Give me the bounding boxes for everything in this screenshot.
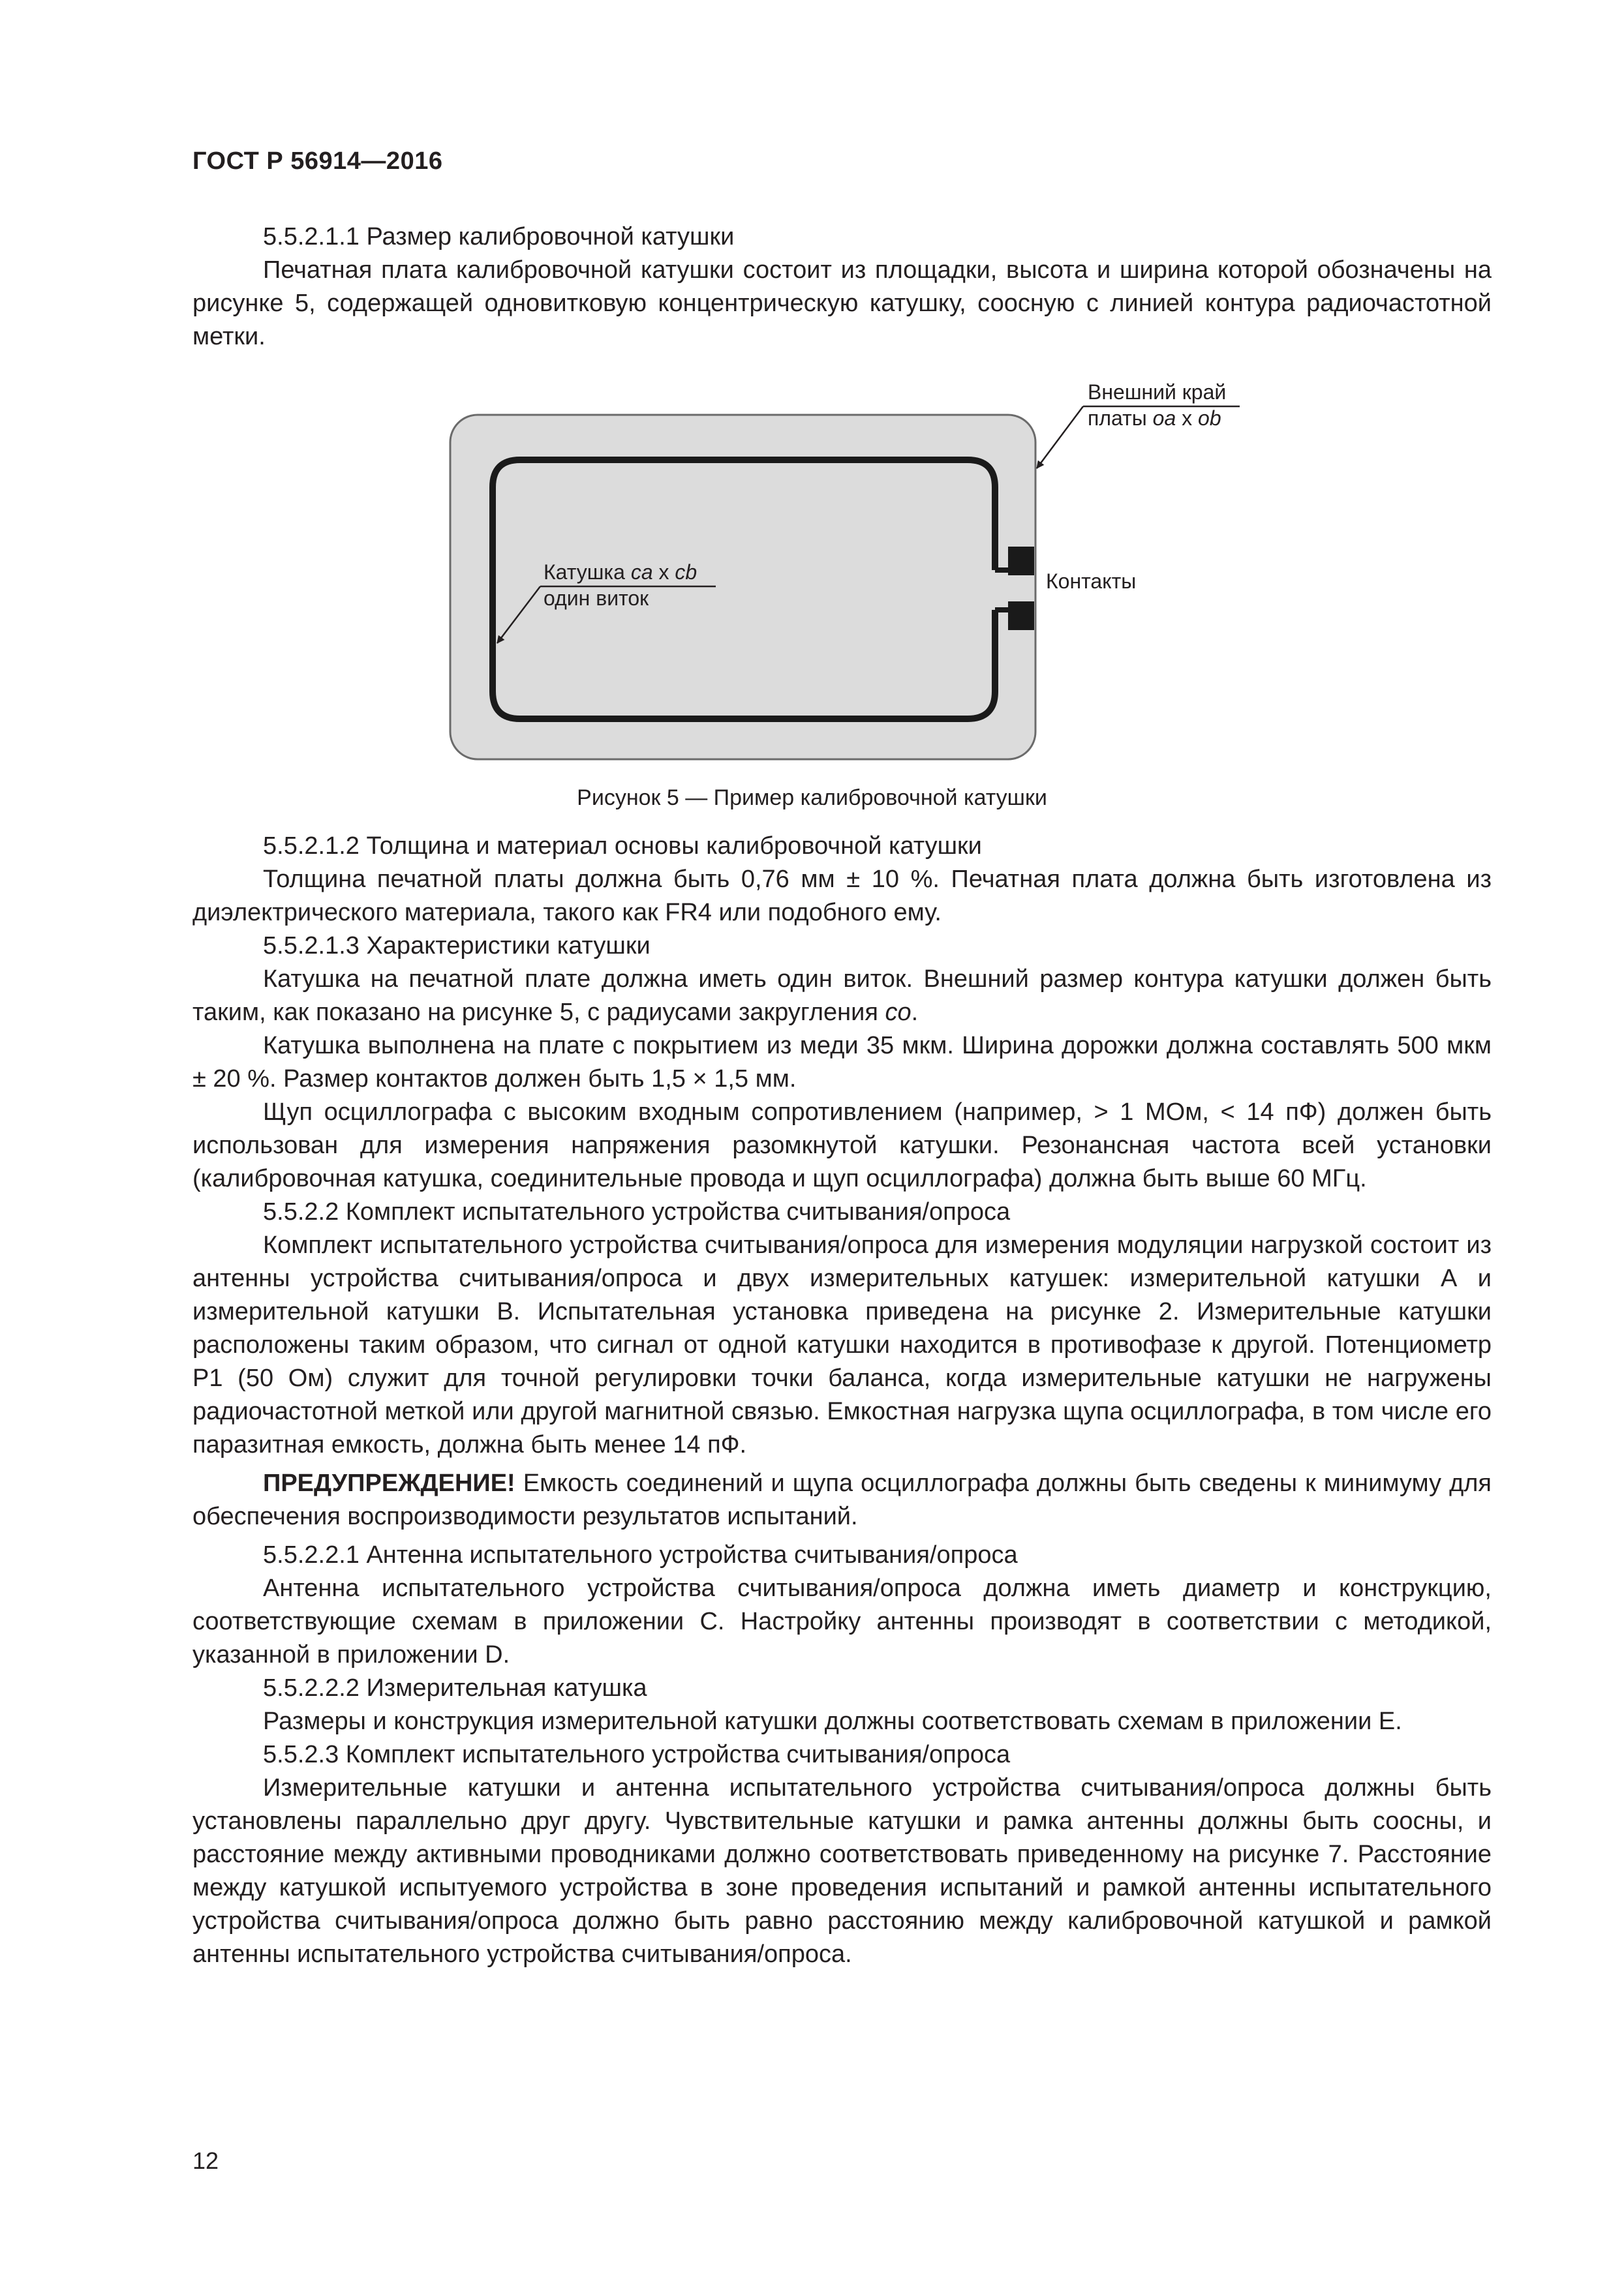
paragraph: Измерительные катушки и антенна испытательного устройства считывания/опроса должны быть установлены параллельно друг другу. Чувствительные катушки и рамка антенны должны быть соосны, и расстояние между активными проводниками должно соответствовать приведенному на рисунке 7. Расстояние между катушкой испытуемого устройства в зоне проведения испытаний и рамкой антенны испытательного устройства считывания/опроса должно быть равно расстоянию между калибровочной катушкой и рамкой антенны испытательного устройства считывания/опроса. — [192, 1774, 1492, 1968]
figure-caption: Рисунок 5 — Пример калибровочной катушки — [577, 785, 1047, 810]
pcb-board — [450, 415, 1035, 759]
section-heading: 5.5.2.3 Комплект испытательного устройства считывания/опроса — [263, 1741, 1011, 1768]
paragraph: Катушка выполнена на плате с покрытием из меди 35 мкм. Ширина дорожки должна составлять 500 мкм ± 20 %. Размер контактов должен быть 1,5 × 1,5 мм. — [192, 1032, 1492, 1093]
paragraph: Катушка на печатной плате должна иметь один виток. Внешний размер контура катушки должен быть таким, как показано на рисунке 5, с радиусами закругления co. — [192, 965, 1492, 1026]
paragraph: Комплект испытательного устройства считывания/опроса для измерения модуляции нагрузкой состоит из антенны устройства считывания/опроса и двух измерительных катушек: измерительной катушки А и измерительной катушки В. Испытательная установка приведена на рисунке 2. Измерительные катушки расположены таким образом, что сигнал от одной катушки находится в противофазе к другой. Потенциометр Р1 (50 Ом) служит для точной регулировки точки баланса, когда измерительные катушки не нагружены радиочастотной меткой или другой магнитной связью. Емкостная нагрузка щупа осциллографа, в том числе его паразитная емкость, должна быть менее 14 пФ. — [192, 1231, 1492, 1458]
contact-pad-bottom — [1008, 601, 1034, 630]
contacts-label: Контакты — [1046, 569, 1137, 593]
outer-edge-label-line2: платы oa x ob — [1088, 406, 1221, 430]
section-heading: 5.5.2.1.3 Характеристики катушки — [263, 932, 651, 959]
outer-edge-label-line1: Внешний край — [1088, 380, 1227, 404]
section-heading: 5.5.2.2.1 Антенна испытательного устройства считывания/опроса — [263, 1541, 1018, 1569]
body-section — [192, 830, 1492, 1971]
section-heading: 5.5.2.2.2 Измерительная катушка — [263, 1674, 647, 1702]
warning-paragraph: ПРЕДУПРЕЖДЕНИЕ! Емкость соединений и щупа осциллографа должны быть сведены к минимуму для обеспечения воспроизводимости результатов испытаний. — [192, 1470, 1492, 1530]
section-heading: 5.5.2.1.2 Толщина и материал основы калибровочной катушки — [263, 832, 982, 860]
coil-label-line2: один виток — [544, 586, 649, 610]
outer-edge-leader — [1037, 406, 1083, 468]
section-heading: 5.5.2.2 Комплект испытательного устройства считывания/опроса — [263, 1198, 1011, 1226]
paragraph: Антенна испытательного устройства считывания/опроса должна иметь диаметр и конструкцию, соответствующие схемам в приложении С. Настройку антенны производят в соответствии с методикой, указанной в приложении D. — [192, 1575, 1492, 1669]
section-heading: 5.5.2.1.1 Размер калибровочной катушки — [263, 223, 735, 250]
document-header: ГОСТ Р 56914—2016 — [192, 147, 443, 175]
page-number: 12 — [192, 2147, 219, 2174]
warning-label: ПРЕДУПРЕЖДЕНИЕ! — [263, 1470, 515, 1497]
paragraph: Печатная плата калибровочной катушки состоит из площадки, высота и ширина которой обозначены на рисунке 5, содержащей одновитковую концентрическую катушку, соосную с линией контура радиочастотной метки. — [192, 256, 1492, 350]
paragraph: Щуп осциллографа с высоким входным сопротивлением (например, > 1 МОм, < 14 пФ) должен быть использован для измерения напряжения разомкнутой катушки. Резонансная частота всей установки (калибровочная катушка, соединительные провода и щуп осциллографа) должна быть выше 60 МГц. — [192, 1098, 1492, 1192]
calibration-coil-figure — [0, 0, 1624, 783]
paragraph: Толщина печатной платы должна быть 0,76 мм ± 10 %. Печатная плата должна быть изготовлена из диэлектрического материала, такого как FR4 или подобного ему. — [192, 866, 1492, 926]
contact-pad-top — [1008, 547, 1034, 575]
paragraph: Размеры и конструкция измерительной катушки должны соответствовать схемам в приложении Е. — [263, 1708, 1402, 1735]
coil-label-line1: Катушка ca x cb — [544, 560, 697, 584]
